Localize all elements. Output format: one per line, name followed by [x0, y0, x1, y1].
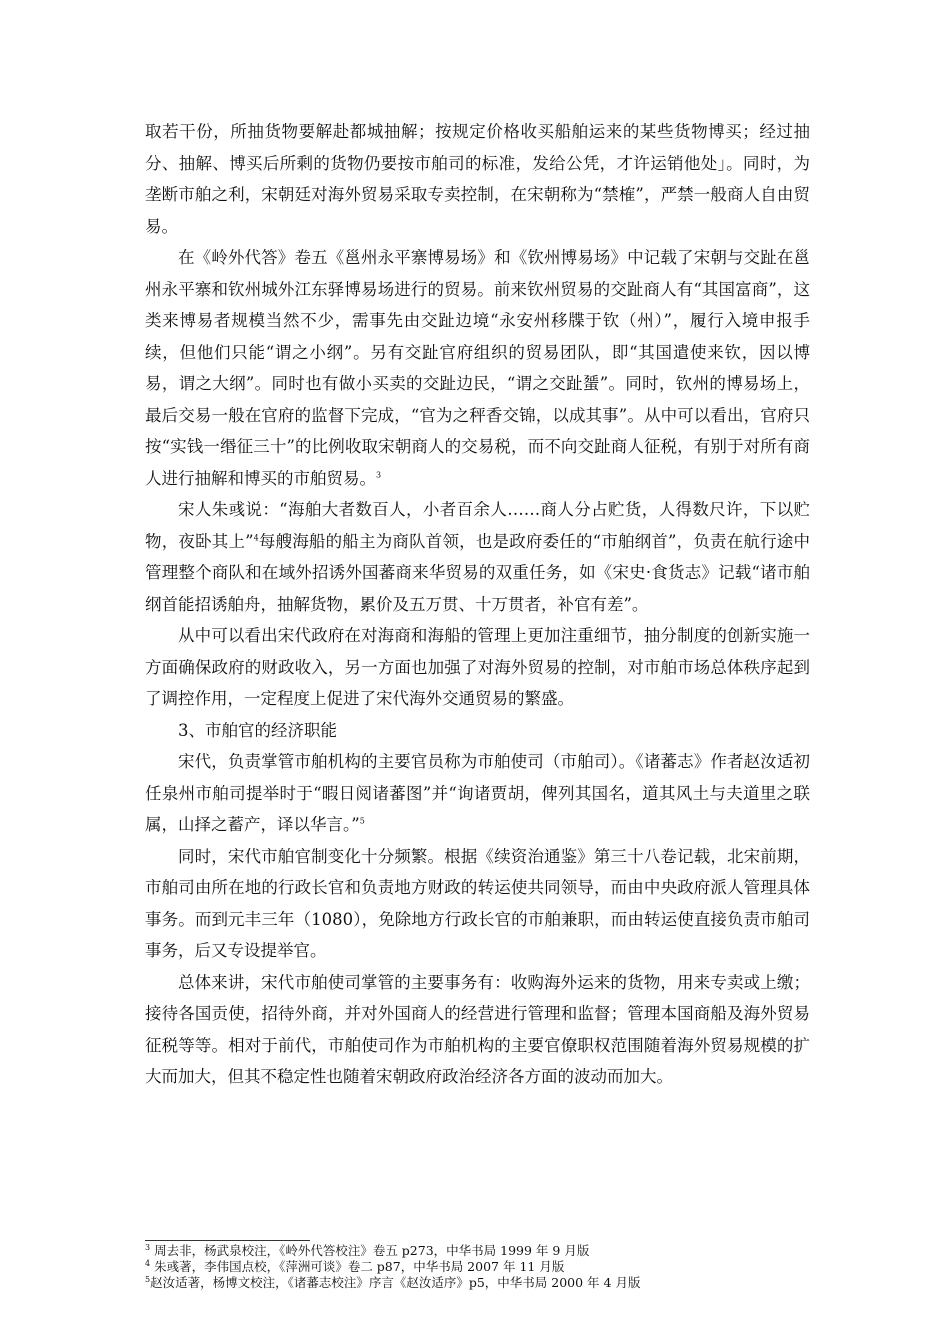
paragraph-2	[145, 242, 810, 494]
footnote-number: 3	[145, 1242, 151, 1252]
footnote-number: 5	[145, 1274, 151, 1284]
footnote-ref-4[interactable]: 4	[253, 533, 259, 542]
paragraph-5-text: 宋代，负责掌管市舶机构的主要官员称为市舶使司（市舶司）。《诸蕃志》作者赵汝适初任泉州市舶司提举时于“暇日阅诸蕃图”并“询诸贾胡，俾列其国名，道其风土与夫道里之联属，山择之蓄产，译以华言。”	[145, 752, 810, 834]
paragraph-3-text-b: 每艘海船的船主为商队首领，也是政府委任的“市舶纲首”，负责在航行途中管理整个商队和在域外招诱外国蕃商来华贸易的双重任务，如《宋史·食货志》记载“诸市舶纲首能招诱舶舟，抽解货物，累价及五万贯、十万贯者，补官有差”。	[145, 531, 810, 614]
footnote-5	[145, 1275, 810, 1291]
paragraph-6: 同时，宋代市舶官制变化十分频繁。根据《续资治通鉴》第三十八卷记载，北宋前期，市舶司由所在地的行政长官和负责地方财政的转运使共同领导，而由中央政府派人管理具体事务。而到元丰三年（1080），免除地方行政长官的市舶兼职，而由转运使直接负责市舶司事务，后又专设提举官。	[145, 846, 810, 960]
paragraph-1: 取若干份，所抽货物要解赴都城抽解；按规定价格收买船舶运来的某些货物博买；经过抽分、抽解、博买后所剩的货物仍要按市舶司的标准，发给公凭，才许运销他处」。同时，为垄断市舶之利，宋朝廷对海外贸易采取专卖控制，在宋朝称为“禁榷”，严禁一般商人自由贸易。	[145, 122, 810, 236]
document-body	[145, 116, 810, 1093]
paragraph-2-text: 在《岭外代答》卷五《邕州永平寨博易场》和《钦州博易场》中记载了宋朝与交趾在邕州永平寨和钦州城外江东驿博易场进行的贸易。前来钦州贸易的交趾商人有“其国富商”，这类来博易者规模当然不少，需事先由交趾边境“永安州移牒于钦（州）”，履行入境申报手续，但他们只能“谓之小纲”。另有交趾官府组织的贸易团队，即“其国遣使来钦，因以博易，谓之大纲”。同时也有做小买卖的交趾边民，“谓之交趾蜑”。同时，钦州的博易场上，最后交易一般在官府的监督下完成，“官为之秤香交锦，以成其事”。从中可以看出，官府只按“实钱一缗征三十”的比例收取宋朝商人的交易税，而不向交趾商人征税，有别于对所有商人进行抽解和博买的市舶贸易。	[145, 248, 810, 488]
footnote-number: 4	[145, 1258, 151, 1268]
footnote-ref-3[interactable]: 3	[376, 470, 382, 479]
footnote-3	[145, 1243, 810, 1259]
footnote-separator	[145, 1240, 310, 1241]
footnote-4	[145, 1259, 810, 1275]
footnote-text: 朱彧著，李伟国点校，《萍洲可谈》卷二 p87，中华书局 2007 年 11 月版	[154, 1259, 565, 1274]
paragraph-7: 总体来讲，宋代市舶使司掌管的主要事务有：收购海外运来的货物，用来专卖或上缴；接待各国贡使，招待外商，并对外国商人的经营进行管理和监督；管理本国商船及海外贸易征税等等。相对于前代，市舶使司作为市舶机构的主要官僚职权范围随着海外贸易规模的扩大而加大，但其不稳定性也随着宋朝政府政治经济各方面的波动而加大。	[145, 972, 810, 1086]
footnotes	[145, 1240, 810, 1291]
footnote-text: 周去非，杨武泉校注，《岭外代答校注》卷五 p273，中华书局 1999 年 9 月版	[154, 1243, 590, 1258]
paragraph-3-text-a: 宋人朱彧说：“海舶大者数百人，小者百余人……商人分占贮货，人得数尺许，下以贮物，夜卧其上”	[145, 500, 810, 551]
section-heading: 3、市舶官的经济职能	[178, 720, 337, 740]
paragraph-3	[145, 494, 810, 620]
paragraph-4: 从中可以看出宋代政府在对海商和海船的管理上更加注重细节，抽分制度的创新实施一方面确保政府的财政收入，另一方面也加强了对海外贸易的控制，对市舶市场总体秩序起到了调控作用，一定程度上促进了宋代海外交通贸易的繁盛。	[145, 626, 810, 708]
footnote-ref-5[interactable]: 5	[359, 816, 365, 826]
footnote-text: 赵汝适著，杨博文校注，《诸蕃志校注》序言《赵汝适序》p5，中华书局 2000 年 4 月版	[150, 1275, 641, 1290]
paragraph-5	[145, 746, 810, 841]
